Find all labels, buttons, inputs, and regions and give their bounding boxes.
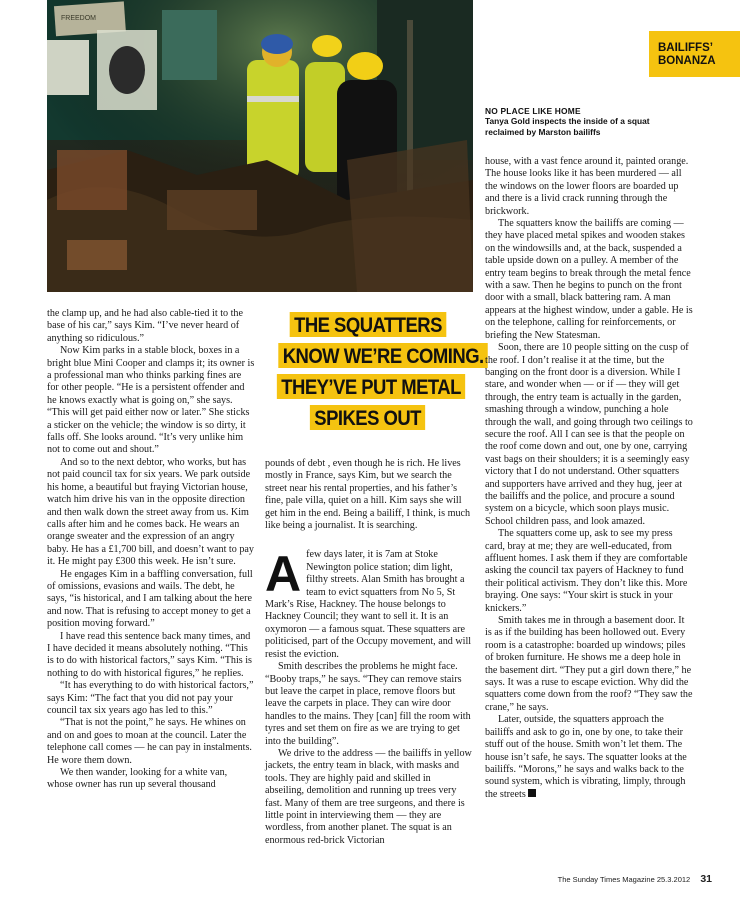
- pull-quote-line: KNOW WE’RE COMING.: [278, 343, 488, 368]
- section-tag-line: BAILIFFS’: [658, 42, 713, 54]
- paragraph: We drive to the address — the bailiffs in yellow jackets, the entry team in black, with masks and tools. They are highly paid and skilled in abseiling, demolition and running up trees very fast. Many of them are tree surgeons, and there is little point in interviewing them — they are wordless, from another planet. The squat is an enormous red-brick Victorian: [265, 747, 472, 846]
- paragraph-text: Later, outside, the squatters approach the bailiffs and ask to go in, one by one, to take their stuff out of the house. Smith won’t let them. The house isn’t safe, he says. The squatter looks at the bailiffs. “Morons,” he says and walks back to the sound system, which is vibrating, limply, through the streets: [485, 714, 687, 800]
- pull-quote-line: THEY’VE PUT METAL: [277, 374, 465, 399]
- drop-cap-paragraph: [265, 546, 472, 661]
- end-mark-icon: [528, 789, 536, 797]
- article-column-3: [485, 156, 693, 801]
- page-number: 31: [700, 873, 712, 885]
- pull-quote: [264, 312, 484, 436]
- paragraph: We then wander, looking for a white van, whose owner has run up several thousand: [47, 767, 228, 791]
- poster-text: FREEDOM: [61, 15, 96, 22]
- drop-cap: A: [265, 546, 302, 603]
- magazine-name: The Sunday Times Magazine: [557, 875, 655, 884]
- pull-quote-line: THE SQUATTERS: [290, 312, 447, 337]
- issue-date: 25.3.2012: [656, 875, 691, 884]
- paragraph: The squatters know the bailiffs are coming — they have placed metal spikes and wooden stakes on the windowsills and, at the back, suspended a table upside down on a pulley. A member of the entry team begins to break through the metal fence with a saw. Then he begins to punch on the front door with a small, black battering ram. A man appears at the highest window, under a gable. He is on the telephone, calling for reinforcements, or briefing the New Statesman.: [485, 218, 693, 341]
- paragraph: Soon, there are 10 people sitting on the cusp of the roof. I don’t realise it at the time, but the banging on the front door is a diversion. While I stare, and wonder when — or if — they will get through, the entry team is actually in the garden, smashing through a window, punching a hole through the wall, and going through two ceilings to secure the roof. All I can see is that the people on the roof come down and out, one by one, carrying vast bags on their shoulders; it is a seemingly easy victory that I do not understand. Other squatters and supporters have arrived and they hug, jeer at the bailiffs and the police, and procure a sound system on a bicycle, which soon plays music. School children pass, and look amazed.: [485, 342, 693, 527]
- paragraph: Now Kim parks in a stable block, boxes in a bright blue Mini Cooper and clamps it; its owner is a professional man who thinks parking fines are for other people. “He is a persistent offender and he knows exactly what is going on,” she says. “This will get paid either now or later.” She sticks a sticker on the vehicle; the window is so dirty, it falls off. She looks around. “It’s very unlike him not to come out and shout.”: [47, 345, 255, 456]
- caption-text: Tanya Gold inspects the inside of a squat reclaimed by Marston bailiffs: [485, 116, 650, 137]
- page-footer: [558, 873, 712, 885]
- last-paragraph: [485, 714, 693, 801]
- paragraph: He engages Kim in a baffling conversation, full of omissions, evasions and wails. The debt, he says, “is historical, and I am talking about the here and now. That is refusing to accept money to get a position moving forward.”: [47, 568, 253, 630]
- photo-illustration: [47, 0, 473, 292]
- paragraph: I have read this sentence back many times, and I have decided it means absolutely nothing. “This is to do with historical factors,” says Kim. “This is nothing to do with historical figures,” he replies.: [47, 630, 253, 679]
- paragraph: Smith takes me in through a basement door. It is as if the building has been hollowed out. Every room is a catastrophe: boarded up windows; piles of broken furniture. He shows me a deep hole in the basement dirt. “They put a girl down there,” he says. It was a ruse to escape eviction. Why did the squatters come down from the roof? “They saw the crane,” he says.: [485, 615, 693, 713]
- section-tag: [649, 31, 740, 77]
- paragraph: the clamp up, and he had also cable-tied it to the base of his car,” says Kim. “I’ve never heard of anything so ridiculous.”: [47, 308, 243, 344]
- article-column-2: [265, 458, 472, 847]
- article-photo: [47, 0, 473, 292]
- photo-caption: [485, 106, 665, 137]
- paragraph: “It has everything to do with historical factors,” says Kim: “The fact that you did not pay your council tax six years ago has led to this.”: [47, 680, 254, 716]
- paragraph: And so to the next debtor, who works, but has not paid council tax for six years. We park outside his home, a beautiful but fraying Victorian house, watch him drive his van in the opposite direction and then walk down the street away from us. Kim calls after him and he comes back. He wears an orange sweater and the expression of an angry baby. He has a £1,700 bill, and doesn’t want to pay it. He might pay £300 this week. He isn’t sure.: [47, 456, 254, 568]
- article-column-1: [47, 308, 255, 792]
- paragraph: “That is not the point,” he says. He whines on and on and goes to moan at the council. Later the telephone call comes — he can pay in instalments. He wore them down.: [47, 717, 252, 766]
- paragraph: Smith describes the problems he might face. “Booby traps,” he says. “They can remove stairs but leave the carpet in place, remove floors but leave the carpets in place. They can wire door handles to the mains. They [can] fill the room with tyres and set them on fire as we are trying to get into the building”.: [265, 661, 471, 747]
- paragraph: The squatters come up, ask to see my press card, bray at me; they are well-educated, from affluent homes. I ask them if they are comfortable asking the council tax payers of Hackney to fund their political activism. They don’t like this. More braying. One says: “Your skirt is stuck in your knickers.”: [485, 528, 688, 614]
- paragraph: pounds of debt , even though he is rich. He lives mostly in France, says Kim, but we search the street near his rental properties, and his father’s fine, pale villa, quiet on a hill. Kim says she will get him in the end. Being a bailiff, I think, is much like being a journalist. It is searching.: [265, 458, 471, 532]
- paragraph: house, with a vast fence around it, painted orange. The house looks like it has been murdered — all the windows on the lower floors are boarded up and there is a livid crack running through the brickwork.: [485, 156, 689, 217]
- section-tag-line: BONANZA: [658, 55, 716, 67]
- paragraph-text: few days later, it is 7am at Stoke Newington police station; dim light, filthy streets. Alan Smith has brought a team to evict squatters from No 5, St Mark’s Rise, Hackney. The house belongs to Hackney Council; they want to sell it. It is an oxymoron — a famous squat. These squatters are politicised, part of the Occupy movement, and will resist the eviction.: [265, 549, 472, 660]
- pull-quote-line: SPIKES OUT: [310, 405, 425, 430]
- caption-title: NO PLACE LIKE HOME: [485, 106, 581, 116]
